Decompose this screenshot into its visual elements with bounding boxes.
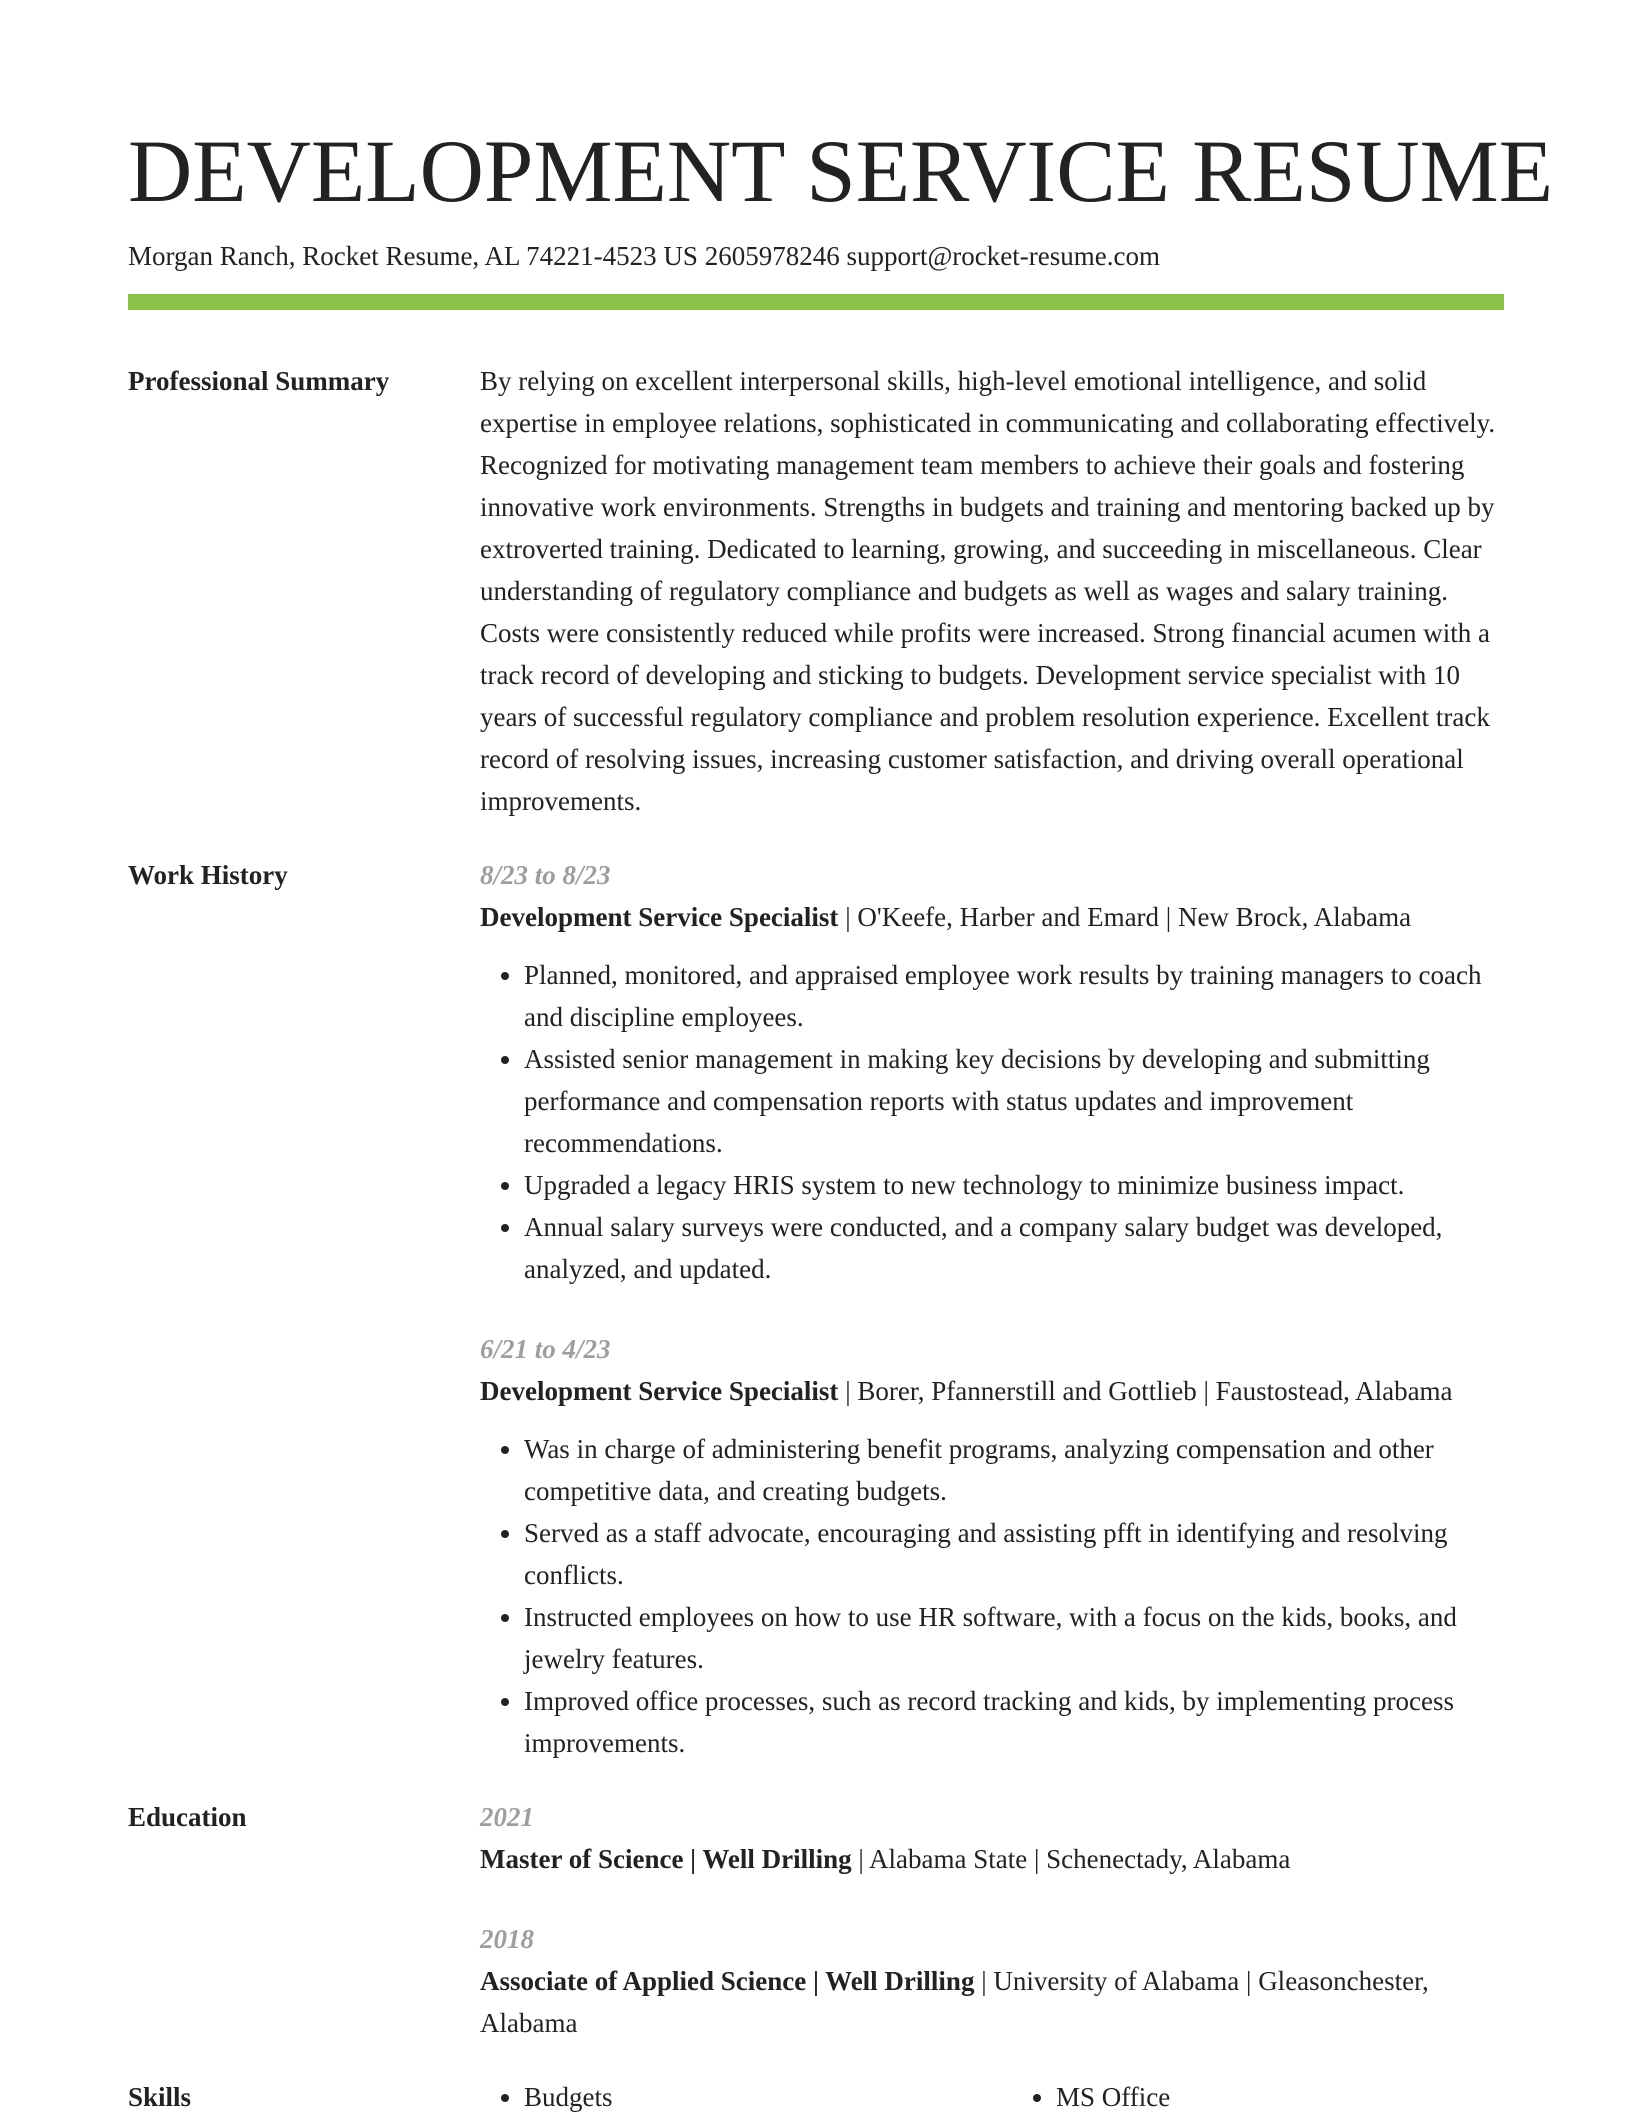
education-degree: Master of Science | Well Drilling: [480, 1844, 852, 1874]
list-item: • Was in charge of administering benefit programs, analyzing compensation and other competitive data, and creating budgets.: [524, 1428, 1504, 1512]
education-school-location: | Alabama State | Schenectady, Alabama: [851, 1844, 1291, 1874]
list-item: • MS Office: [1056, 2076, 1504, 2118]
list-item: • Instructed employees on how to use HR software, with a focus on the kids, books, and jewelry features.: [524, 1596, 1504, 1680]
contact-line: Morgan Ranch, Rocket Resume, AL 74221-4523 US 2605978246 support@rocket-resume.com: [128, 241, 1160, 271]
list-item: • Served as a staff advocate, encouraging and assisting pfft in identifying and resolving conflicts.: [524, 1512, 1504, 1596]
list-item: • Improved office processes, such as record tracking and kids, by implementing process improvements.: [524, 1680, 1504, 1764]
education-section: [128, 1796, 1504, 2044]
section-label-summary: Professional Summary: [128, 366, 390, 396]
summary-section: [128, 360, 1504, 822]
job-entry: [480, 854, 1504, 1290]
education-degree-line: [480, 1960, 1504, 2044]
job-bullets: [480, 954, 1504, 1290]
header-divider: [128, 294, 1504, 310]
education-entry: [480, 1918, 1504, 2044]
resume-title: DEVELOPMENT SERVICE RESUME: [128, 123, 1554, 221]
job-bullets: [480, 1428, 1504, 1764]
list-item: • Annual salary surveys were conducted, and a company salary budget was developed, analyzed, and updated.: [524, 1206, 1504, 1290]
section-label-education: Education: [128, 1802, 247, 1832]
job-dates: 6/21 to 4/23: [480, 1334, 611, 1364]
job-entry: [480, 1328, 1504, 1764]
job-employer-location: | O'Keefe, Harber and Emard | New Brock, Alabama: [838, 902, 1412, 932]
education-degree-line: [480, 1838, 1504, 1880]
work-history-section: [128, 854, 1504, 1764]
job-title-line: [480, 896, 1504, 938]
education-year: 2018: [480, 1924, 534, 1954]
list-item: • Upgraded a legacy HRIS system to new technology to minimize business impact.: [524, 1164, 1504, 1206]
work-history-body: [480, 854, 1504, 1764]
job-title-line: [480, 1370, 1504, 1412]
list-item: • Planned, monitored, and appraised employee work results by training managers to coach and discipline employees.: [524, 954, 1504, 1038]
education-body: [480, 1796, 1504, 2044]
summary-text: By relying on excellent interpersonal skills, high-level emotional intelligence, and solid expertise in employee relations, sophisticated in communicating and collaborating effectively. Recognized for motivating management team members to achieve their goals and fostering innovative work environments. Strengths in budgets and training and mentoring backed up by extroverted training. Dedicated to learning, growing, and succeeding in miscellaneous. Clear understanding of regulatory compliance and budgets as well as wages and salary training. Costs were consistently reduced while profits were increased. Strong financial acumen with a track record of developing and sticking to budgets. Development service specialist with 10 years of successful regulatory compliance and problem resolution experience. Excellent track record of resolving issues, increasing customer satisfaction, and driving overall operational improvements.: [480, 366, 1496, 816]
education-year: 2021: [480, 1802, 534, 1832]
job-role: Development Service Specialist: [480, 902, 839, 932]
section-label-skills: Skills: [128, 2082, 192, 2112]
section-label-work-history: Work History: [128, 860, 288, 890]
list-item: • Budgets: [524, 2076, 972, 2118]
education-degree: Associate of Applied Science | Well Drilling: [480, 1966, 975, 1996]
job-dates: 8/23 to 8/23: [480, 860, 611, 890]
education-entry: [480, 1796, 1504, 1880]
job-employer-location: | Borer, Pfannerstill and Gottlieb | Faustostead, Alabama: [838, 1376, 1453, 1406]
job-role: Development Service Specialist: [480, 1376, 839, 1406]
list-item: • Assisted senior management in making key decisions by developing and submitting performance and compensation reports with status updates and improvement recommendations.: [524, 1038, 1504, 1164]
education-school-location: | University of Alabama | Gleasonchester, Alabama: [480, 1966, 1429, 2038]
